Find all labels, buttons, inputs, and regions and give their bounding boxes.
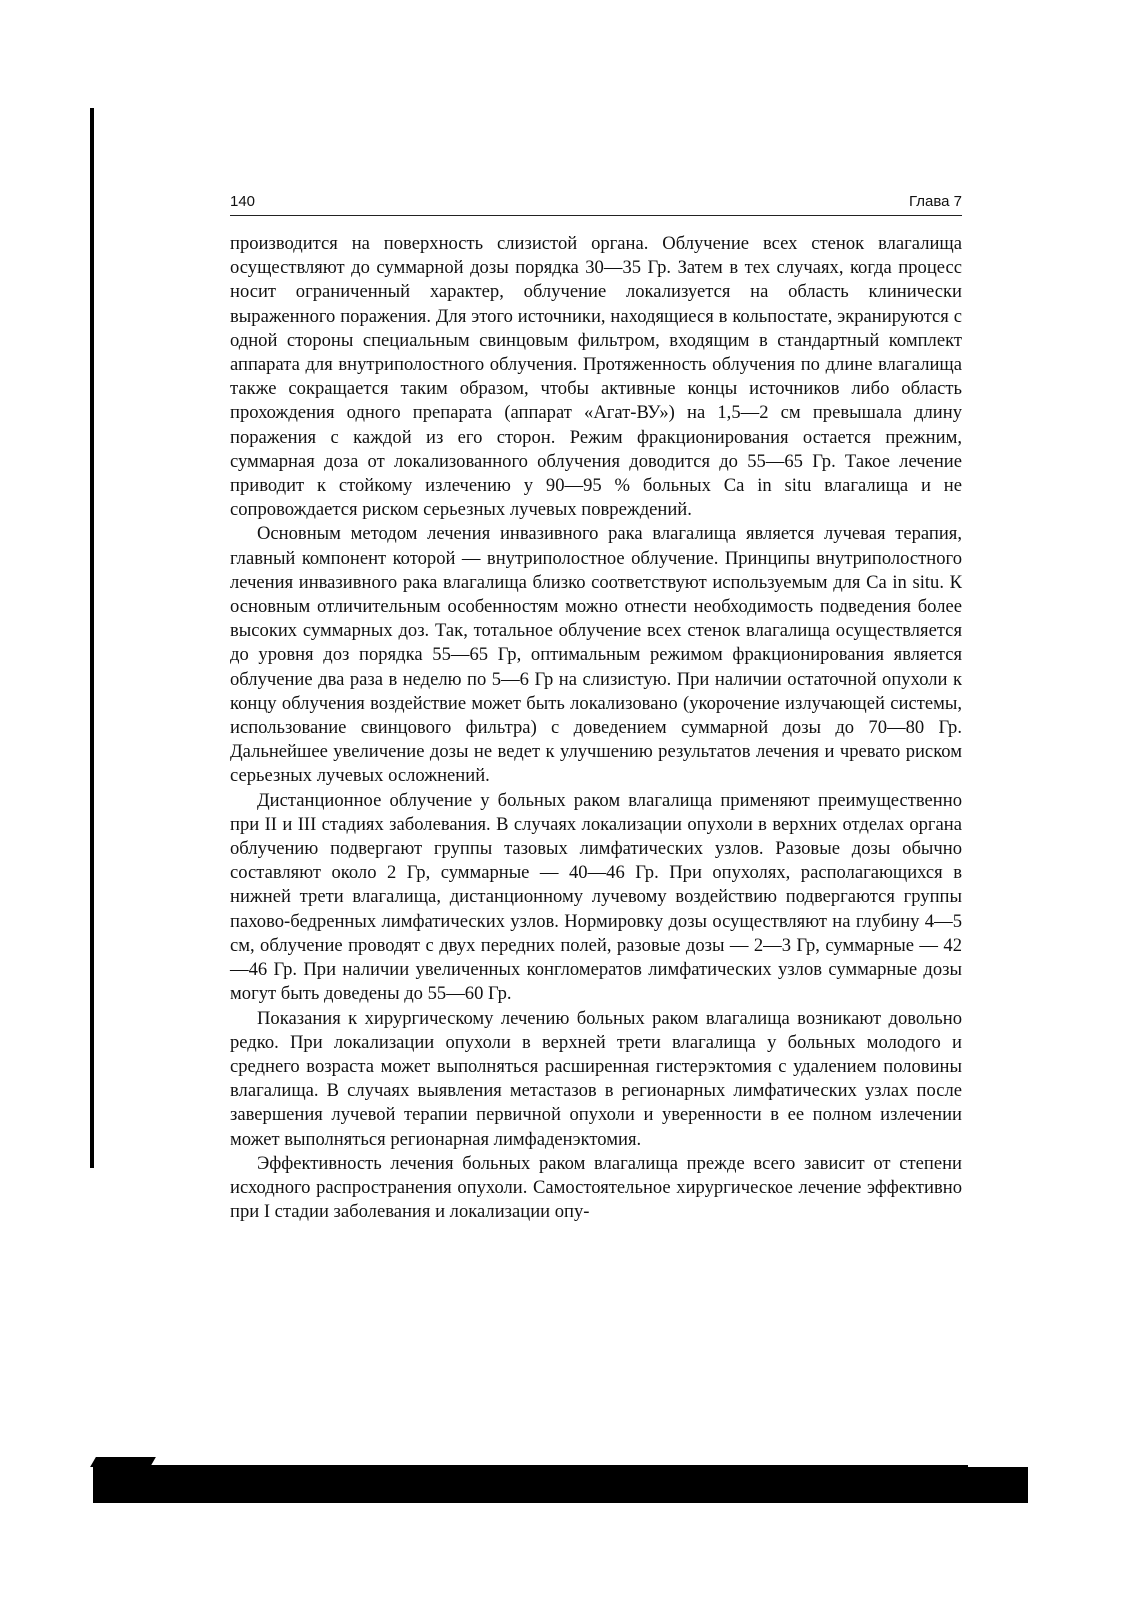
scan-edge-shadow-bottom (93, 1465, 1028, 1503)
paragraph-1: производится на поверхность слизистой органа. Облучение всех стенок влагалища осуществляют до суммарной дозы порядка 30—35 Гр. Затем в тех случаях, когда процесс носит ограниченный характер, облучение локализуется на область клинически выраженного поражения. Для этого источники, находящиеся в кольпостате, экранируются с одной стороны специальным свинцовым фильтром, входящим в стандартный комплект аппарата для внутриполостного облучения. Протяженность облучения по длине влагалища также сокращается таким образом, чтобы активные концы источников либо область прохождения одного препарата (аппарат «Агат-ВУ») на 1,5—2 см превышала длину поражения с каждой из его сторон. Режим фракционирования остается прежним, суммарная доза от локализованного облучения доводится до 55—65 Гр. Такое лечение приводит к стойкому излечению у 90—95 % больных Ca in situ влагалища и не сопровождается риском серьезных лучевых повреждений. (230, 233, 962, 521)
body-text (230, 232, 962, 1224)
scan-edge-shadow-left (90, 108, 94, 1168)
paragraph-4: Показания к хирургическому лечению больных раком влагалища возникают довольно редко. При локализации опухоли в верхней трети влагалища у больных молодого и среднего возраста может выполняться расширенная гистерэктомия с удалением половины влагалища. В случаях выявления метастазов в регионарных лимфатических узлах после завершения лучевой терапии первичной опухоли и уверенности в ее полном излечении может выполняться регионарная лимфаденэктомия. (230, 1007, 962, 1150)
running-header (230, 193, 962, 216)
paragraph-3: Дистанционное облучение у больных раком влагалища применяют преимущественно при II и III стадиях заболевания. В случаях локализации опухоли в верхних отделах органа облучению подвергают группы тазовых лимфатических узлов. Разовые дозы обычно составляют около 2 Гр, суммарные — 40—46 Гр. При опухолях, располагающихся в нижней трети влагалища, дистанционному лучевому воздействию подвергаются группы пахово-бедренных лимфатических узлов. Нормировку дозы осуществляют на глубину 4—5 см, облучение проводят с двух передних полей, разовые дозы — 2—3 Гр, суммарные — 42—46 Гр. При наличии увеличенных конгломератов лимфатических узлов суммарные дозы могут быть доведены до 55—60 Гр. (230, 789, 962, 1005)
page-number: 140 (230, 193, 256, 210)
paragraph-2: Основным методом лечения инвазивного рака влагалища является лучевая терапия, главный компонент которой — внутриполостное облучение. Принципы внутриполостного лечения инвазивного рака влагалища близко соответствуют используемым для Ca in situ. К основным отличительным особенностям можно отнести необходимость подведения более высоких суммарных доз. Так, тотальное облучение всех стенок влагалища осуществляется до уровня доз порядка 55—65 Гр, оптимальным режимом фракционирования является облучение два раза в неделю по 5—6 Гр на слизистую. При наличии остаточной опухоли к концу облучения воздействие может быть локализовано (укорочение излучающей системы, использование свинцового фильтра) с доведением суммарной дозы до 70—80 Гр. Дальнейшее увеличение дозы не ведет к улучшению результатов лечения и чревато риском серьезных лучевых осложнений. (230, 523, 962, 787)
chapter-label: Глава 7 (908, 193, 962, 210)
paragraph-5: Эффективность лечения больных раком влагалища прежде всего зависит от степени исходного распространения опухоли. Самостоятельное хирургическое лечение эффективно при I стадии заболевания и локализации опу- (230, 1152, 962, 1223)
